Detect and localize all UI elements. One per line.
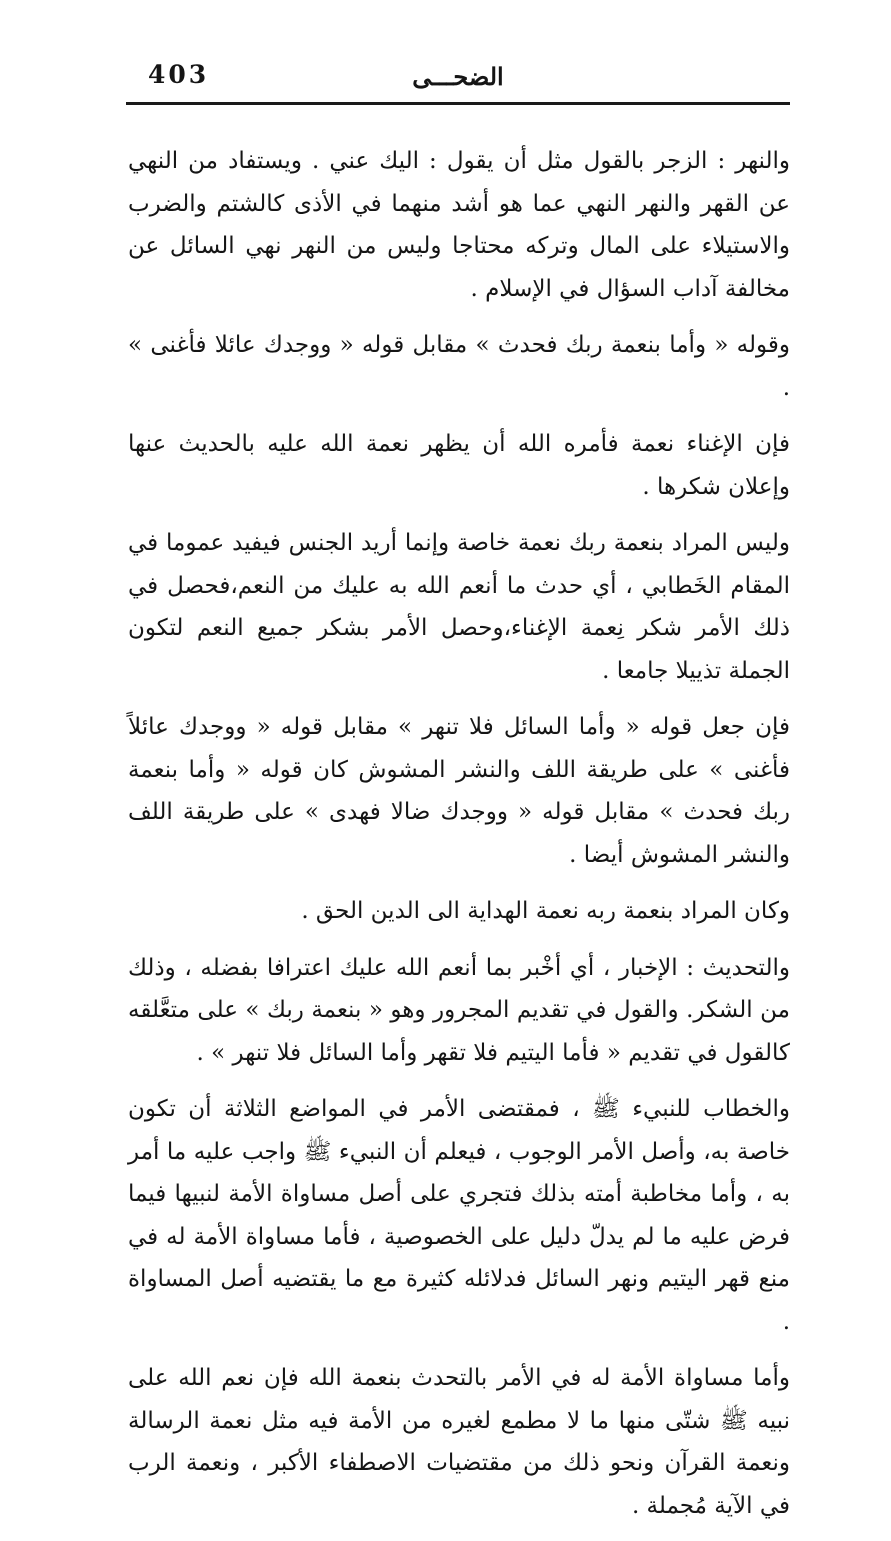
- paragraph: والتحديث : الإخبار ، أي أخْبر بما أنعم الله عليك اعترافا بفضله ، وذلك من الشكر. والقول في تقديم المجرور وهو « بنعمة ربك » على متعَّلقه كالقول في تقديم « فأما اليتيم فلا تقهر وأما السائل فلا تنهر » .: [128, 954, 790, 1066]
- paragraph: والنهر : الزجر بالقول مثل أن يقول : اليك عني . ويستفاد من النهي عن القهر والنهر النهي عما هو أشد منهما في الأذى كالشتم والضرب والاستيلاء على المال وتركه محتاجا وليس من النهر نهي السائل عن مخالفة آداب السؤال في الإسلام .: [128, 148, 790, 302]
- chapter-title: الضحـــى: [412, 62, 504, 91]
- running-head: [126, 58, 790, 102]
- page-number: 403: [148, 60, 210, 89]
- paragraph: فإن جعل قوله « وأما السائل فلا تنهر » مقابل قوله « ووجدك عائلاً فأغنى » على طريقة اللف والنشر المشوش كان قوله « وأما بنعمة ربك فحدث » مقابل قوله « ووجدك ضالا فهدى » على طريقة اللف والنشر المشوش أيضا .: [128, 714, 790, 868]
- body-text: [128, 140, 790, 1541]
- header-rule: [126, 102, 790, 105]
- paragraph: فإن الإغناء نعمة فأمره الله أن يظهر نعمة الله عليه بالحديث عنها وإعلان شكرها .: [128, 431, 790, 500]
- paragraph: وأما مساواة الأمة له في الأمر بالتحدث بنعمة الله فإن نعم الله على نبيه ﷺ شتّى منها ما لا مطمع لغيره من الأمة فيه مثل نعمة الرسالة ونعمة القرآن ونحو ذلك من مقتضيات الاصطفاء الأكبر ، ونعمة الرب في الآية مُجملة .: [128, 1365, 790, 1519]
- paragraph: وليس المراد بنعمة ربك نعمة خاصة وإنما أريد الجنس فيفيد عموما في المقام الخَطابي ، أي حدث ما أنعم الله به عليك من النعم،فحصل في ذلك الأمر شكر نِعمة الإغناء،وحصل الأمر بشكر جميع النعم لتكون الجملة تذييلا جامعا .: [128, 530, 790, 684]
- paragraph: والخطاب للنبيء ﷺ ، فمقتضى الأمر في المواضع الثلاثة أن تكون خاصة به، وأصل الأمر الوجوب ، فيعلم أن النبيء ﷺ واجب عليه ما أمر به ، وأما مخاطبة أمته بذلك فتجري على أصل مساواة الأمة لنبيها فيما فرض عليه ما لم يدلّ دليل على الخصوصية ، فأما مساواة الأمة له في منع قهر اليتيم ونهر السائل فدلائله كثيرة مع ما يقتضيه أصل المساواة .: [128, 1096, 790, 1335]
- paragraph: وقوله « وأما بنعمة ربك فحدث » مقابل قوله « ووجدك عائلا فأغنى » .: [128, 332, 790, 401]
- paragraph: وكان المراد بنعمة ربه نعمة الهداية الى الدين الحق .: [301, 898, 790, 924]
